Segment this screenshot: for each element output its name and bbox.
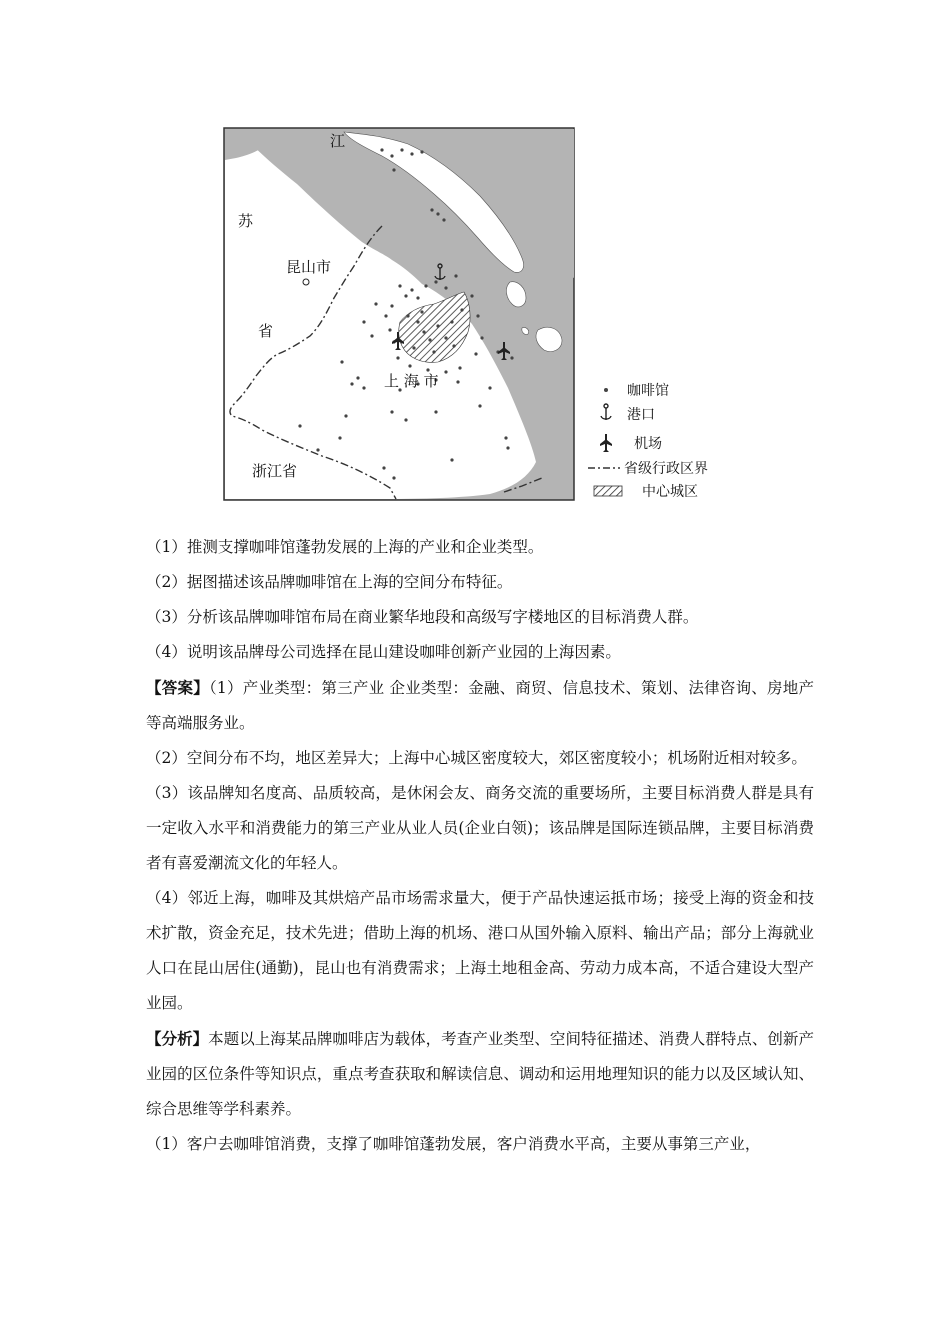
label-kunshan: 昆山市 [286, 258, 332, 276]
question-1: （1）推测支撑咖啡馆蓬勃发展的上海的产业和企业类型。 [146, 538, 544, 556]
question-2: （2）据图描述该品牌咖啡馆在上海的空间分布特征。 [146, 573, 513, 591]
answer-part-1 [146, 670, 814, 741]
shanghai-map-figure [222, 126, 730, 502]
legend-label-port: 港口 [627, 407, 655, 423]
legend-anchor-icon [601, 404, 611, 420]
label-zhejiang: 浙江省 [252, 462, 298, 480]
label-jiangsu-1: 苏 [238, 212, 254, 230]
answer-part-4: （4）邻近上海，咖啡及其烘焙产品市场需求量大，便于产品快速运抵市场；接受上海的资金和技术扩散，资金充足，技术先进；借助上海的机场、港口从国外输入原料、输出产品；部分上海就业人口在昆山居住(通勤)，昆山也有消费需求；上海土地租金高、劳动力成本高，不适合建设大型产业园。 [146, 889, 814, 1012]
label-shanghai: 上 海 市 [384, 372, 439, 390]
map-panel [224, 128, 574, 500]
legend-label-central-city: 中心城区 [642, 484, 698, 500]
analysis-intro [146, 1021, 814, 1127]
label-river: 江 [330, 132, 346, 150]
answer-1-text: （1）产业类型：第三产业 企业类型：金融、商贸、信息技术、策划、法律咨询、房地产等高端服务业。 [146, 679, 814, 732]
answer-tag: 【答案】 [146, 678, 209, 697]
label-jiangsu-2: 省 [258, 322, 274, 340]
legend-plane-icon [600, 434, 612, 452]
question-3: （3）分析该品牌咖啡馆布局在商业繁华地段和高级写字楼地区的目标消费人群。 [146, 608, 699, 626]
answer-part-2: （2）空间分布不均，地区差异大；上海中心城区密度较大，郊区密度较小；机场附近相对较多。 [146, 749, 807, 767]
legend-label-airport: 机场 [634, 436, 662, 452]
legend-hatch-icon [594, 486, 622, 496]
legend-label-boundary: 省级行政区界 [624, 461, 708, 477]
analysis-tag: 【分析】 [146, 1029, 209, 1048]
answer-part-3: （3）该品牌知名度高、品质较高，是休闲会友、商务交流的重要场所，主要目标消费人群是具有一定收入水平和消费能力的第三产业从业人员(企业白领)；该品牌是国际连锁品牌，主要目标消费者有喜爱潮流文化的年轻人。 [146, 784, 814, 872]
question-4: （4）说明该品牌母公司选择在昆山建设咖啡创新产业园的上海因素。 [146, 643, 621, 661]
map-legend [588, 382, 708, 500]
legend-label-coffee: 咖啡馆 [627, 383, 669, 399]
analysis-intro-text: 本题以上海某品牌咖啡店为载体，考查产业类型、空间特征描述、消费人群特点、创新产业园的区位条件等知识点，重点考查获取和解读信息、调动和运用地理知识的能力以及区域认知、综合思维等学科素养。 [146, 1030, 814, 1118]
legend-dot-icon [604, 388, 608, 392]
question-text-block [146, 530, 814, 1162]
analysis-part-1: （1）客户去咖啡馆消费，支撑了咖啡馆蓬勃发展，客户消费水平高，主要从事第三产业， [146, 1135, 761, 1153]
